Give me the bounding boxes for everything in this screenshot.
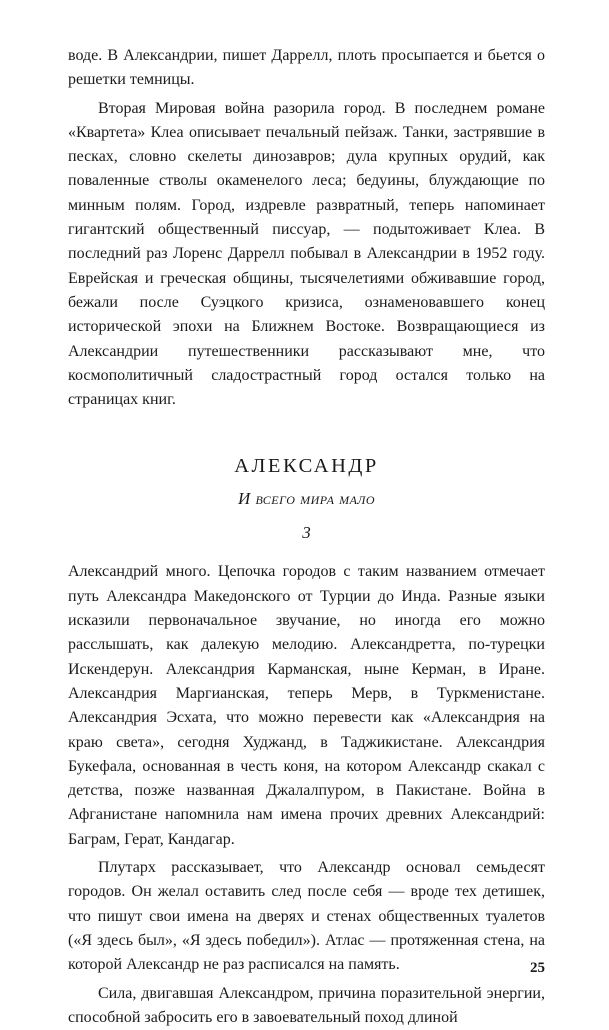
- paragraph-force: Сила, двигавшая Александром, причина поразительной энергии, способной забросить его в завоевательный поход длиной: [68, 982, 545, 1030]
- chapter-number: 3: [68, 520, 545, 546]
- paragraph-intro-continued: воде. В Александрии, пишет Даррелл, плоть просыпается и бьется о решетки темницы.: [68, 44, 545, 93]
- page-number: 25: [530, 960, 545, 977]
- paragraph-war: Вторая Мировая война разорила город. В последнем романе «Квартета» Клеа описывает печальный пейзаж. Танки, застрявшие в песках, словно скелеты динозавров; дула крупных орудий, как поваленные стволы окаменелого леса; бедуины, блуждающие по минным полям. Город, издревле развратный, теперь напоминает гигантский общественный писсуар, — подытоживает Клеа. В последний раз Лоренс Даррелл побывал в Александрии в 1952 году. Еврейская и греческая общины, тысячелетиями обживавшие город, бежали после Суэцкого кризиса, ознаменовавшего конец исторической эпохи на Ближнем Востоке. Возвращающиеся из Александрии путешественники рассказывают мне, что космополитичный сладострастный город остался только на страницах книг.: [68, 97, 545, 413]
- paragraph-alexandrias: Александрий много. Цепочка городов с таким названием отмечает путь Александра Македонского от Турции до Инда. Разные языки исказили первоначальное звучание, но иногда его можно расслышать, как далекую мелодию. Александретта, по-турецки Искендерун. Александрия Карманская, ныне Керман, в Иране. Александрия Маргианская, теперь Мерв, в Туркменистане. Александрия Эсхата, что можно перевести как «Александрия на краю света», сегодня Худжанд, в Таджикистане. Александрия Букефала, основанная в честь коня, на котором Александр скакал с детства, позже названная Джалалпуром, в Пакистане. Война в Афганистане напомнила нам имена прочих древних Александрий: Баграм, Герат, Кандагар.: [68, 560, 545, 852]
- chapter-heading: [68, 452, 545, 546]
- chapter-text: [68, 560, 545, 1030]
- page-body: [68, 44, 545, 1030]
- chapter-title: АЛЕКСАНДР: [68, 452, 545, 480]
- paragraph-plutarch: Плутарх рассказывает, что Александр основал семьдесят городов. Он желал оставить след после себя — вроде тех детишек, что пишут свои имена на дверях и стенах общественных туалетов («Я здесь был», «Я здесь победил»). Атлас — протяженная стена, на которой Александр не раз расписался на память.: [68, 856, 545, 977]
- chapter-subtitle: И всего мира мало: [68, 486, 545, 512]
